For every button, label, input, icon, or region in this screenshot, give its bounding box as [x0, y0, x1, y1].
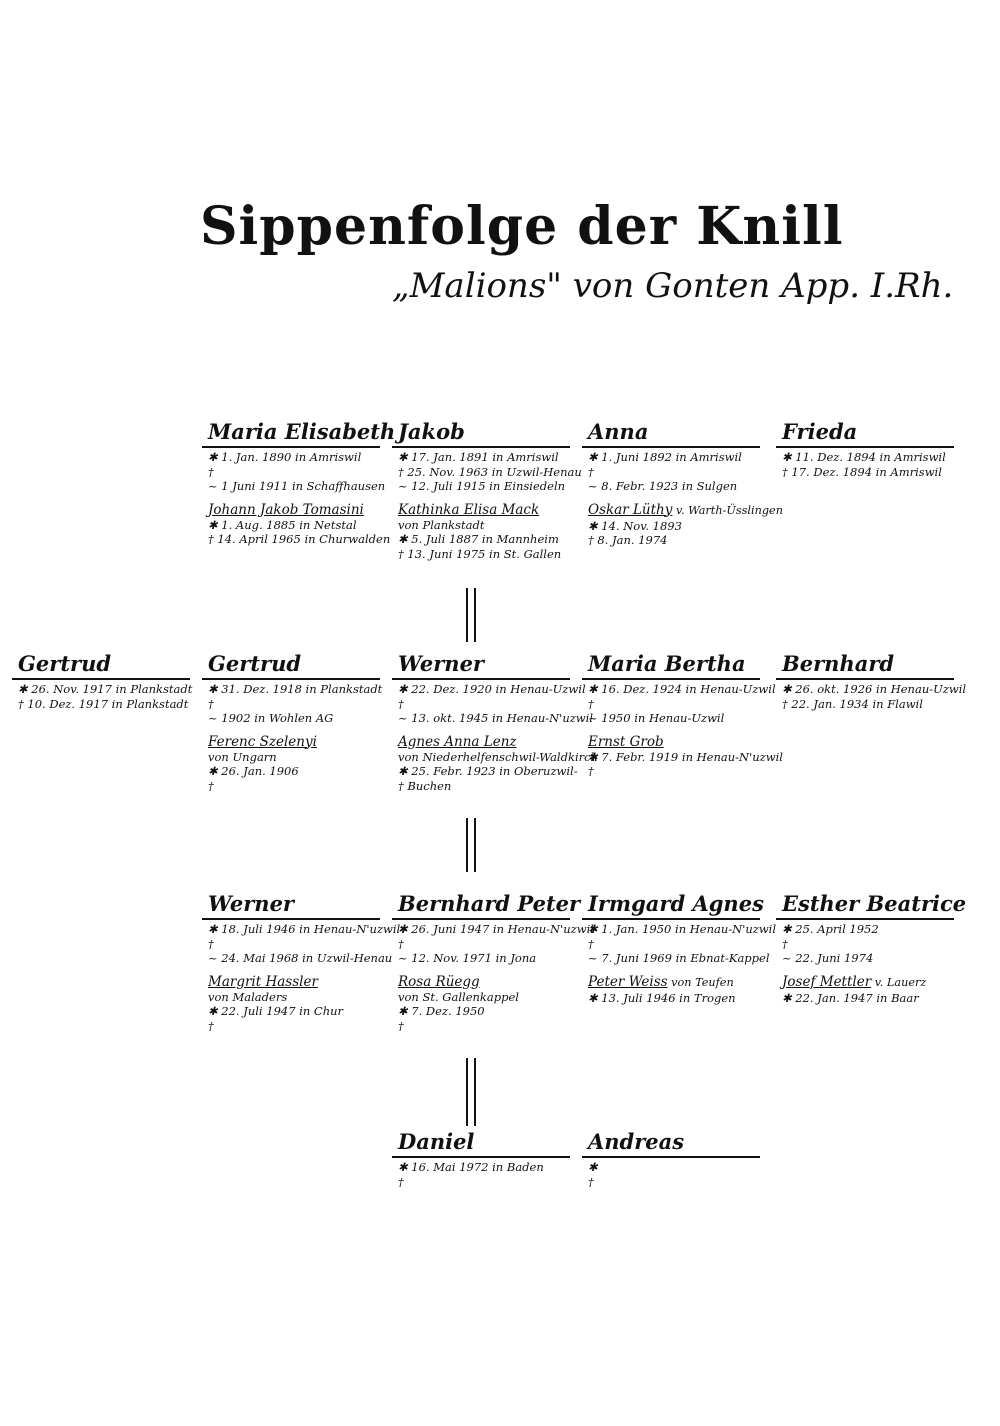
date-line: ~ 13. okt. 1945 in Henau-N'uzwil	[398, 711, 594, 725]
person-entry	[202, 891, 401, 1033]
person-entry	[12, 651, 193, 711]
date-line: ✱ 1. Jan. 1890 in Amriswil	[208, 450, 362, 464]
date-line: †	[208, 936, 214, 951]
spouse-date-line: †	[208, 778, 214, 793]
spouse-date-line: ✱ 5. Juli 1887 in Mannheim	[398, 532, 559, 546]
spouse-name-text: Margrit Hassler	[208, 973, 318, 990]
name-underline	[392, 918, 570, 920]
spouse-date-line: ✱ 25. Febr. 1923 in Oberuzwil-	[398, 764, 578, 778]
date-line: ✱ 16. Mai 1972 in Baden	[398, 1160, 544, 1174]
date-line: ✱ 31. Dez. 1918 in Plankstadt	[208, 682, 383, 696]
date-line: †	[398, 696, 404, 711]
person-name: Gertrud	[18, 651, 112, 676]
spouse-date-line: †	[588, 764, 594, 778]
date-line: †	[398, 936, 404, 951]
life-dates	[582, 450, 760, 494]
person-entry	[202, 651, 383, 793]
generation-connector	[466, 588, 476, 642]
person-name: Maria Elisabeth	[208, 419, 396, 444]
life-dates	[776, 922, 954, 966]
date-line: ✱ 18. Juli 1946 in Henau-N'uzwil	[208, 922, 401, 936]
name-underline	[392, 1156, 570, 1158]
date-line: †	[588, 936, 594, 951]
date-line: †	[398, 1174, 404, 1189]
date-line: ✱	[588, 1160, 598, 1174]
person-entry	[202, 419, 396, 547]
spouse-name	[588, 974, 760, 991]
spouse-name-text: Oskar Lüthy	[588, 501, 673, 518]
spouse-name-text: Johann Jakob Tomasini	[208, 501, 364, 518]
life-dates	[202, 922, 401, 966]
date-line: ✱ 17. Jan. 1891 in Amriswil	[398, 450, 559, 464]
name-underline	[582, 1156, 760, 1158]
date-line: † 25. Nov. 1963 in Uzwil-Henau	[398, 464, 582, 479]
date-line: ✱ 11. Dez. 1894 in Amriswil	[782, 450, 946, 464]
spouse-origin: von Teufen	[667, 975, 734, 989]
spouse-name	[208, 502, 380, 518]
person-entry	[776, 651, 967, 711]
life-dates	[392, 922, 594, 966]
spouse-entry	[776, 974, 954, 1006]
date-line: †	[588, 696, 594, 711]
spouse-name	[588, 734, 760, 750]
spouse-name	[398, 974, 570, 990]
spouse-name-text: Ferenc Szelenyi	[208, 733, 317, 750]
spouse-date-line: ✱ 22. Jan. 1947 in Baar	[782, 990, 919, 1005]
spouse-date-line: von Niederhelfenschwil-Waldkirch	[398, 749, 598, 764]
generation-connector	[466, 1058, 476, 1126]
name-underline	[392, 446, 570, 448]
person-name: Bernhard	[782, 651, 895, 676]
date-line: †	[588, 1174, 594, 1189]
date-line: ~ 7. Juni 1969 in Ebnat-Kappel	[588, 951, 770, 965]
date-line: ~ 24. Mai 1968 in Uzwil-Henau	[208, 951, 393, 965]
date-line: †	[208, 696, 214, 711]
spouse-name	[398, 502, 570, 518]
spouse-date-line: ✱ 14. Nov. 1893	[588, 518, 682, 533]
spouse-name	[782, 974, 954, 991]
spouse-date-line: †	[208, 1018, 214, 1033]
life-dates	[392, 682, 594, 726]
life-dates	[392, 1160, 570, 1189]
life-dates	[12, 682, 193, 711]
date-line: ✱ 1. Jan. 1950 in Henau-N'uzwil	[588, 922, 777, 936]
name-underline	[392, 678, 570, 680]
name-underline	[776, 446, 954, 448]
spouse-name-text: Josef Mettler	[782, 973, 872, 990]
spouse-entry	[202, 501, 391, 547]
date-line: ~ 1 Juni 1911 in Schaffhausen	[208, 479, 386, 493]
spouse-date-line: von Ungarn	[208, 749, 277, 764]
date-line: ~ 1902 in Wohlen AG	[208, 711, 334, 725]
spouse-date-line: † Buchen	[398, 778, 452, 793]
person-entry	[392, 419, 582, 561]
person-name: Werner	[208, 891, 294, 916]
spouse-date-line: von Maladers	[208, 989, 288, 1004]
date-line: ✱ 25. April 1952	[782, 922, 879, 936]
person-name: Anna	[588, 419, 649, 444]
life-dates	[202, 450, 386, 494]
person-entry	[582, 419, 783, 548]
name-underline	[582, 446, 760, 448]
person-name: Esther Beatrice	[782, 891, 967, 916]
spouse-entry	[582, 974, 760, 1006]
person-entry	[582, 651, 783, 779]
person-name: Bernhard Peter	[398, 891, 581, 916]
spouse-date-line: † 13. Juni 1975 in St. Gallen	[398, 546, 562, 561]
spouse-date-line: ✱ 1. Aug. 1885 in Netstal	[208, 517, 357, 532]
life-dates	[392, 450, 582, 494]
spouse-date-line: von St. Gallenkappel	[398, 989, 519, 1004]
spouse-date-line: ✱ 13. Juli 1946 in Trogen	[588, 990, 736, 1005]
spouse-entry	[202, 734, 380, 794]
date-line: ~ 12. Nov. 1971 in Jona	[398, 951, 537, 965]
person-name: Werner	[398, 651, 484, 676]
page-title: Sippenfolge der Knill	[200, 196, 844, 257]
spouse-date-line: von Plankstadt	[398, 517, 485, 532]
date-line: ✱ 26. okt. 1926 in Henau-Uzwil	[782, 682, 967, 696]
page-subtitle: „Malions" von Gonten App. I.Rh.	[392, 266, 954, 306]
generation-connector	[466, 818, 476, 872]
life-dates	[776, 450, 954, 479]
person-name: Daniel	[398, 1129, 475, 1154]
spouse-name	[208, 974, 380, 990]
spouse-entry	[392, 733, 598, 794]
person-entry	[582, 1130, 760, 1189]
life-dates	[582, 1160, 760, 1189]
date-line: †	[588, 464, 594, 479]
name-underline	[776, 678, 954, 680]
date-line: ~ 22. Juni 1974	[782, 951, 874, 965]
spouse-name-text: Peter Weiss	[588, 973, 668, 990]
spouse-entry	[582, 733, 783, 779]
name-underline	[202, 678, 380, 680]
name-underline	[582, 678, 760, 680]
life-dates	[202, 682, 383, 726]
spouse-date-line: ✱ 26. Jan. 1906	[208, 764, 299, 778]
person-entry	[392, 651, 598, 793]
date-line: ✱ 16. Dez. 1924 in Henau-Uzwil	[588, 682, 776, 696]
spouse-date-line: ✱ 7. Dez. 1950	[398, 1004, 485, 1018]
person-entry	[776, 891, 967, 1005]
date-line: †	[782, 936, 788, 951]
person-entry	[392, 891, 594, 1033]
person-name: Frieda	[782, 419, 858, 444]
date-line: †	[208, 464, 214, 479]
spouse-date-line: †	[398, 1018, 404, 1033]
spouse-entry	[392, 502, 570, 562]
spouse-entry	[202, 974, 380, 1034]
spouse-date-line: ✱ 22. Juli 1947 in Chur	[208, 1004, 344, 1018]
date-line: † 22. Jan. 1934 in Flawil	[782, 696, 923, 711]
spouse-date-line: † 8. Jan. 1974	[588, 533, 668, 547]
date-line: † 17. Dez. 1894 in Amriswil	[782, 464, 942, 479]
spouse-name-text: Rosa Rüegg	[398, 973, 480, 990]
name-underline	[202, 446, 380, 448]
life-dates	[582, 922, 777, 966]
spouse-origin: v. Warth-Üsslingen	[672, 503, 783, 517]
person-name: Gertrud	[208, 651, 302, 676]
date-line: ~ 8. Febr. 1923 in Sulgen	[588, 479, 738, 493]
date-line: ✱ 26. Nov. 1917 in Plankstadt	[18, 682, 193, 696]
spouse-name-text: Kathinka Elisa Mack	[398, 501, 540, 518]
spouse-name-text: Agnes Anna Lenz	[398, 733, 517, 750]
spouse-name	[208, 734, 380, 750]
life-dates	[776, 682, 967, 711]
name-underline	[202, 918, 380, 920]
person-name: Jakob	[398, 419, 465, 444]
spouse-name	[588, 501, 783, 519]
person-name: Maria Bertha	[588, 651, 746, 676]
date-line: ~ 12. Juli 1915 in Einsiedeln	[398, 479, 566, 493]
spouse-name-text: Ernst Grob	[588, 733, 664, 750]
person-name: Irmgard Agnes	[588, 891, 764, 916]
spouse-entry	[392, 974, 570, 1034]
spouse-date-line: ✱ 7. Febr. 1919 in Henau-N'uzwil	[588, 749, 783, 764]
date-line: ✱ 22. Dez. 1920 in Henau-Uzwil	[398, 682, 586, 696]
person-entry	[582, 891, 777, 1005]
person-entry	[392, 1130, 570, 1189]
life-dates	[582, 682, 776, 726]
spouse-entry	[582, 501, 783, 548]
name-underline	[582, 918, 760, 920]
date-line: ~ 1950 in Henau-Uzwil	[588, 711, 725, 725]
person-entry	[776, 420, 954, 479]
date-line: ✱ 26. Juni 1947 in Henau-N'uzwil	[398, 922, 594, 936]
name-underline	[776, 918, 954, 920]
date-line: ✱ 1. Juni 1892 in Amriswil	[588, 450, 742, 464]
spouse-date-line: † 14. April 1965 in Churwalden	[208, 532, 391, 546]
name-underline	[12, 678, 190, 680]
spouse-origin: v. Lauerz	[871, 975, 927, 989]
spouse-name	[398, 734, 570, 750]
person-name: Andreas	[588, 1129, 685, 1154]
date-line: † 10. Dez. 1917 in Plankstadt	[18, 696, 189, 711]
